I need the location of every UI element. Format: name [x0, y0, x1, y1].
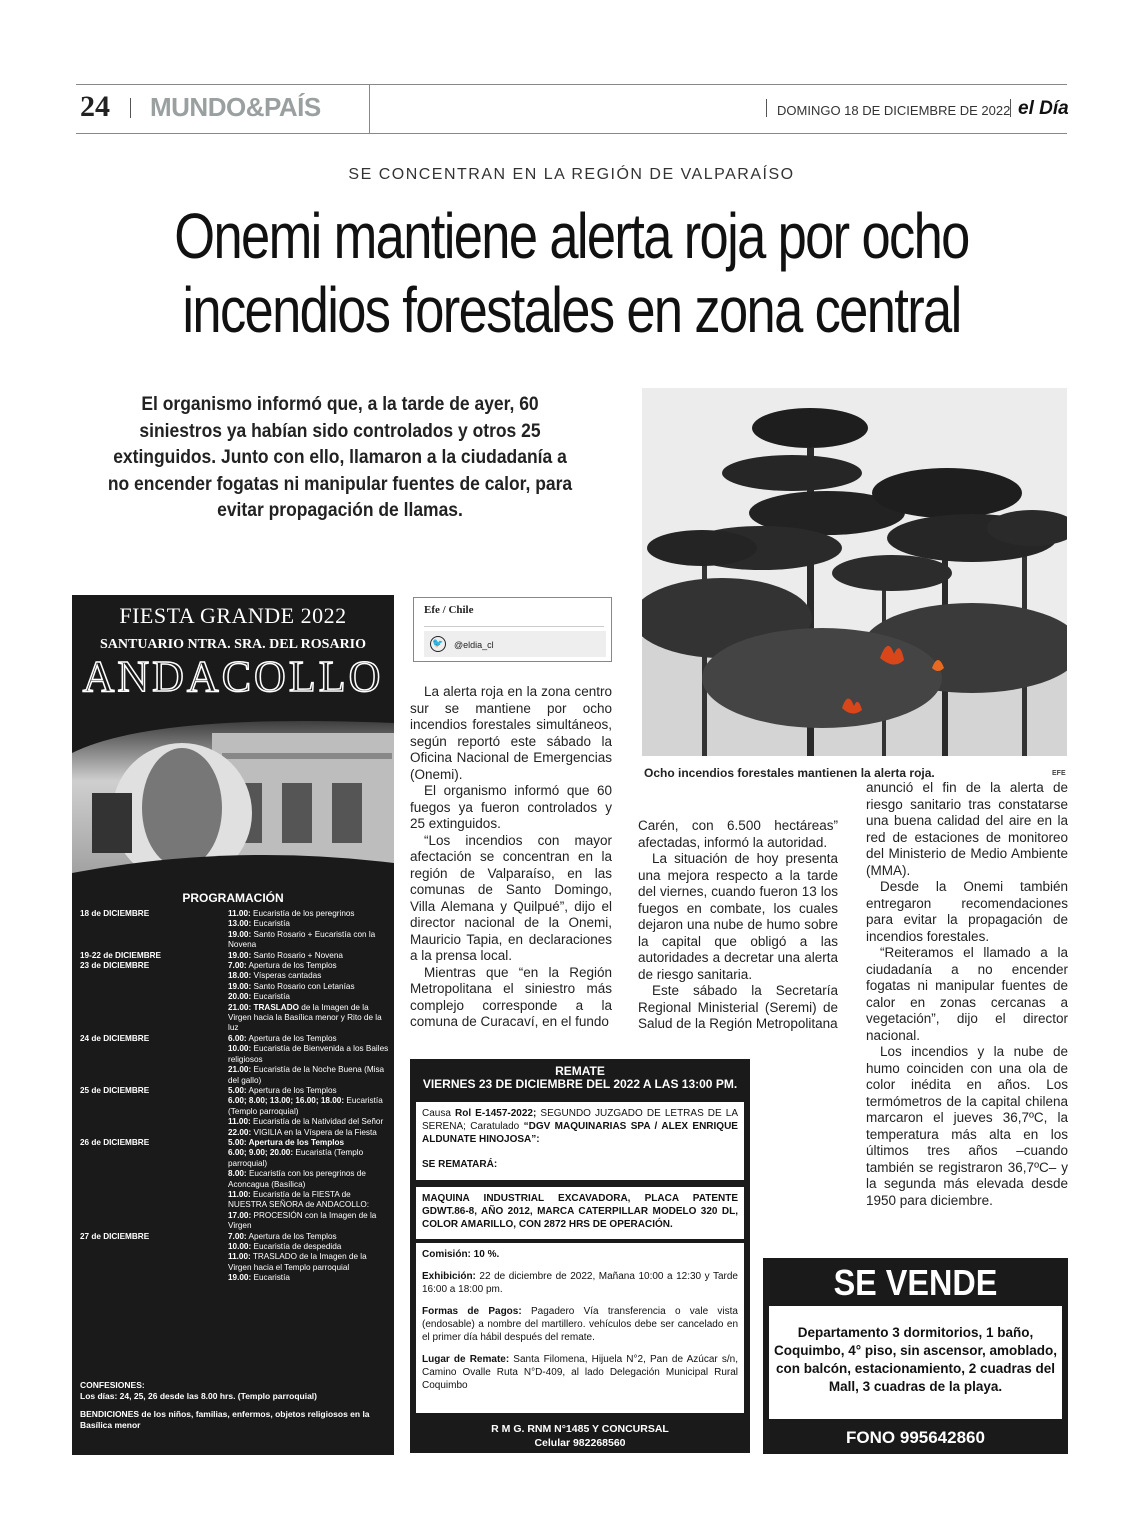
- schedule-row: [80, 1242, 390, 1252]
- schedule-date: [80, 930, 228, 951]
- schedule-time: 11.00:: [228, 1252, 251, 1262]
- paragraph: anunció el fin de la alerta de riesgo sanitario tras constatarse una buena calidad del aire en la red de estaciones de monitoreo del Ministerio de Medio Ambiente (MMA).: [866, 780, 1068, 878]
- schedule-date: [80, 919, 228, 929]
- header-separator: [1010, 99, 1011, 117]
- schedule-date: [80, 1148, 228, 1169]
- paragraph: Mientras que “en la Región Metropolitana el siniestro más complejo corresponde a la comuna de Curacaví, en el fundo: [410, 964, 612, 1029]
- program-schedule: [80, 909, 390, 1284]
- schedule-item: [228, 982, 390, 992]
- auction-details-box: [416, 1243, 744, 1413]
- auctioneer-phone: Celular 982268560: [534, 1437, 626, 1449]
- schedule-time: 10.00:: [228, 1242, 252, 1251]
- schedule-text: de la Imagen de la Virgen hacia la Basílica menor y Rito de la luz: [228, 1002, 382, 1033]
- schedule-row: [80, 1086, 390, 1096]
- schedule-time: 7.00:: [228, 1231, 247, 1241]
- schedule-date: [80, 1128, 228, 1138]
- schedule-text: Eucaristía con los peregrinos de Aconcagua (Basílica): [228, 1169, 366, 1189]
- payment-text: Pagadero Vía transferencia o vale vista (endosable) a nombre del martillero. vehículos debe ser cancelado en el primer día hábil después del remate.: [422, 1306, 738, 1343]
- auction-date: VIERNES 23 DE DICIEMBRE DEL 2022 A LAS 13:00 PM.: [422, 1077, 738, 1091]
- schedule-item: [228, 1138, 390, 1148]
- article-column-2: [638, 818, 838, 1033]
- schedule-item: [228, 1086, 390, 1096]
- schedule-time: 11.00:: [228, 1117, 251, 1127]
- schedule-item: [228, 919, 390, 929]
- schedule-item: [228, 1003, 390, 1034]
- schedule-item: [228, 1273, 390, 1283]
- byline-box: [413, 597, 612, 662]
- church-illustration: [72, 713, 394, 883]
- byline-agency: Efe / Chile: [424, 604, 474, 616]
- commission: Comisión: 10 %.: [422, 1249, 500, 1260]
- schedule-item: [228, 1096, 390, 1117]
- location-text: Santa Filomena, Hijuela N°2, Pan de Azúcar s/n, Camino Ovalle Ruta N°D-409, al lado Delegación Municipal Rural Coquimbo: [422, 1354, 738, 1391]
- schedule-item: [228, 930, 390, 951]
- article-kicker: SE CONCENTRAN EN LA REGIÓN DE VALPARAÍSO: [348, 166, 795, 183]
- schedule-date: 19-22 de DICIEMBRE: [80, 950, 161, 960]
- schedule-row: [80, 1117, 390, 1127]
- paragraph: “Los incendios con mayor afectación se concentran en la región de Valparaíso, en las comunas de Santo Domingo, Villa Alemana y Quilpué”, dijo el director nacional de la Onemi, Mauricio Tapia, en declaraciones a la prensa local.: [410, 832, 612, 963]
- schedule-text: Santo Rosario + Novena: [251, 950, 343, 960]
- header-separator: [766, 99, 767, 117]
- schedule-time: 18.00:: [228, 971, 252, 981]
- for-sale-description: Departamento 3 dormitorios, 1 baño, Coquimbo, 4° piso, sin ascensor, amoblado, con balcón, estacionamiento, 2 cuadras del Mall, 3 cuadras de la playa.: [769, 1306, 1062, 1419]
- confessions-info: [80, 1380, 390, 1401]
- confessions-title: CONFESIONES:: [80, 1380, 145, 1390]
- article-headline: Onemi mantiene alerta roja por ocho incendios forestales en zona central: [174, 200, 969, 346]
- schedule-date: [80, 1096, 228, 1117]
- payment-label: Formas de Pagos:: [422, 1306, 522, 1317]
- schedule-text: Apertura de los Templos: [246, 1085, 337, 1095]
- schedule-text: Apertura de los Templos: [246, 1033, 337, 1043]
- photo-credit: EFE: [1052, 770, 1066, 777]
- church-photo: [72, 713, 394, 883]
- for-sale-title: SE VENDE: [833, 1262, 998, 1303]
- schedule-text: Eucaristía de despedida: [251, 1242, 342, 1251]
- schedule-row: [80, 1232, 390, 1242]
- schedule-time: 21.00:: [228, 1065, 252, 1075]
- blessings-info: BENDICIONES de los niños, familias, enfermos, objetos religiosos en la Basílica menor: [80, 1409, 370, 1430]
- schedule-text: Eucaristía (Templo parroquial): [228, 1096, 383, 1116]
- schedule-time: 19.00:: [228, 1273, 252, 1283]
- andacollo-festival-ad: [72, 595, 394, 1455]
- schedule-text: Eucaristía: [251, 919, 290, 929]
- schedule-row: [80, 992, 390, 1002]
- schedule-time: 11.00:: [228, 909, 251, 918]
- schedule-date: 27 de DICIEMBRE: [80, 1231, 150, 1241]
- schedule-row: [80, 971, 390, 981]
- paragraph: “Reiteramos el llamado a la ciudadanía a no encender fogatas ni manipular fuentes de calor en zonas cercanas a vegetación”, dijo el director nacional.: [866, 945, 1068, 1043]
- twitter-icon: 🐦: [430, 636, 446, 652]
- schedule-date: 23 de DICIEMBRE: [80, 961, 150, 971]
- schedule-item: [228, 1242, 390, 1252]
- schedule-item: [228, 1211, 390, 1232]
- schedule-row: [80, 1003, 390, 1034]
- schedule-row: [80, 982, 390, 992]
- issue-date: DOMINGO 18 DE DICIEMBRE DE 2022: [777, 103, 1011, 118]
- twitter-handle: @eldia_cl: [454, 640, 494, 650]
- schedule-text: PROCESIÓN con la Imagen de la Virgen: [228, 1210, 377, 1231]
- paragraph: Este sábado la Secretaría Regional Ministerial (Seremi) de Salud de la Región Metropolitana: [638, 983, 838, 1031]
- schedule-row: [80, 1273, 390, 1283]
- paragraph: El organismo informó que 60 fuegos ya fueron controlados y 25 extinguidos.: [410, 783, 612, 831]
- schedule-row: [80, 961, 390, 971]
- schedule-text: Eucaristía de los peregrinos: [250, 909, 355, 918]
- schedule-time: 8.00:: [228, 1169, 247, 1179]
- schedule-row: [80, 1190, 390, 1211]
- schedule-date: [80, 1003, 228, 1034]
- paragraph: La alerta roja en la zona centro sur se mantiene por ocho incendios forestales simultáneos, según reportó este sábado la Oficina Nacional de Emergencias (Onemi).: [410, 684, 612, 782]
- schedule-text: VIGILIA en la Víspera de la Fiesta: [251, 1127, 377, 1137]
- ad-big-title: ANDACOLLO: [82, 652, 384, 701]
- schedule-time: 7.00:: [228, 961, 247, 971]
- case-prefix: Causa: [422, 1108, 455, 1119]
- schedule-date: [80, 1273, 228, 1283]
- schedule-time: 19.00:: [228, 981, 252, 991]
- schedule-date: [80, 1190, 228, 1211]
- schedule-time: 5.00:: [228, 1085, 247, 1095]
- header-separator: [130, 98, 131, 118]
- schedule-date: [80, 1065, 228, 1086]
- schedule-time: 21.00: TRASLADO: [228, 1002, 299, 1012]
- schedule-date: 25 de DICIEMBRE: [80, 1085, 150, 1095]
- schedule-date: 18 de DICIEMBRE: [80, 909, 150, 918]
- location-label: Lugar de Remate:: [422, 1354, 510, 1365]
- schedule-item: [228, 961, 390, 971]
- schedule-date: [80, 992, 228, 1002]
- schedule-item: [228, 1190, 390, 1211]
- schedule-text: Apertura de los Templos: [246, 1231, 337, 1241]
- for-sale-ad: [763, 1258, 1068, 1454]
- schedule-date: [80, 1169, 228, 1190]
- newspaper-brand: el Día: [1018, 98, 1069, 119]
- ad-title: FIESTA GRANDE 2022: [119, 603, 347, 628]
- case-number: Rol E-1457-2022;: [454, 1108, 537, 1119]
- schedule-item: [228, 951, 390, 961]
- schedule-item: [228, 971, 390, 981]
- schedule-time: 20.00:: [228, 992, 252, 1002]
- auction-case-box: [416, 1102, 744, 1180]
- paragraph: La situación de hoy presenta una mejora respecto a la tarde del viernes, cuando fueron 13 los fuegos en combate, los cuales dejaron una nube de humo sobre la capital que obligó a las autoridades a decretar una alerta de riesgo sanitaria.: [638, 851, 838, 982]
- page-number: 24: [80, 90, 110, 123]
- photo-caption: Ocho incendios forestales mantienen la alerta roja.: [644, 766, 935, 780]
- schedule-row: [80, 1169, 390, 1190]
- schedule-time: 6.00:: [228, 1033, 247, 1043]
- header-rule-bottom: [76, 133, 1067, 134]
- machine-description: MAQUINA INDUSTRIAL EXCAVADORA, PLACA PATENTE GDWT.86-8, AÑO 2012, MARCA CATERPILLAR MODELO 320 DL, COLOR AMARILLO, CON 2872 HRS DE OPERACIÓN.: [416, 1187, 744, 1239]
- header-rule-top: [76, 84, 1067, 85]
- schedule-date: [80, 1211, 228, 1232]
- schedule-text: Eucaristía: [251, 992, 290, 1002]
- article-column-1: [410, 684, 612, 1031]
- schedule-item: [228, 992, 390, 1002]
- auction-heading: REMATE: [555, 1064, 605, 1078]
- schedule-row: [80, 1211, 390, 1232]
- ad-subtitle: SANTUARIO NTRA. SRA. DEL ROSARIO: [99, 637, 367, 652]
- schedule-date: [80, 982, 228, 992]
- schedule-time: 13.00:: [228, 919, 252, 929]
- schedule-date: [80, 1252, 228, 1273]
- case-court: SEGUNDO JUZGADO DE LETRAS DE LA SERENA; Caratulado: [422, 1108, 738, 1132]
- social-bar: [424, 631, 606, 657]
- article-column-3: [866, 780, 1068, 1209]
- schedule-item: [228, 1232, 390, 1242]
- schedule-item: [228, 1117, 390, 1127]
- schedule-time: 19.00:: [228, 950, 252, 960]
- schedule-item: [228, 909, 390, 919]
- schedule-row: [80, 1044, 390, 1065]
- schedule-date: [80, 971, 228, 981]
- schedule-date: [80, 1044, 228, 1065]
- schedule-date: [80, 1117, 228, 1127]
- schedule-time: 17.00:: [228, 1210, 252, 1220]
- schedule-time: 10.00:: [228, 1044, 252, 1054]
- schedule-time: 5.00: Apertura de los Templos: [228, 1137, 345, 1147]
- schedule-text: Eucaristía: [251, 1273, 290, 1283]
- article-lead: El organismo informó que, a la tarde de ayer, 60 siniestros ya habían sido controlados y otros 25 extinguidos. Junto con ello, llamaron a la ciudadanía a no encender fogatas ni manipular fuentes de calor, para evitar propagación de llamas.: [107, 394, 573, 522]
- schedule-text: Santo Rosario con Letanías: [251, 981, 355, 991]
- schedule-row: [80, 1034, 390, 1044]
- schedule-text: Eucaristía de la FIESTA de NUESTRA SEÑORA de ANDACOLLO:: [228, 1189, 370, 1210]
- schedule-row: [80, 1096, 390, 1117]
- schedule-row: [80, 1128, 390, 1138]
- schedule-text: Eucaristía (Templo parroquial): [228, 1148, 364, 1168]
- schedule-item: [228, 1148, 390, 1169]
- schedule-date: [80, 1242, 228, 1252]
- schedule-time: 19.00:: [228, 929, 252, 939]
- schedule-item: [228, 1252, 390, 1273]
- auctioneer-registry: R M G. RNM N°1485 Y CONCURSAL: [491, 1423, 669, 1435]
- byline-divider: [424, 626, 604, 627]
- schedule-text: Apertura de los Templos: [246, 961, 337, 971]
- schedule-row: [80, 1148, 390, 1169]
- schedule-item: [228, 1128, 390, 1138]
- paragraph: Desde la Onemi también entregaron recomendaciones para evitar la propagación de incendios forestales.: [866, 879, 1068, 944]
- schedule-text: Santo Rosario + Eucaristía con la Novena: [228, 929, 376, 950]
- schedule-time: 22.00:: [228, 1127, 252, 1137]
- paragraph: Carén, con 6.500 hectáreas” afectadas, informó la autoridad.: [638, 818, 838, 850]
- schedule-item: [228, 1044, 390, 1065]
- schedule-date: 26 de DICIEMBRE: [80, 1137, 150, 1147]
- araucaria-trees-illustration: [642, 388, 1067, 756]
- paragraph: Los incendios y la nube de humo coinciden con una ola de color inédita en años. Los termómetros de la capital chilena marcaron el jueves 36,7ºC, la temperatura más alta en los últimos tres años –cuando también se registraron 36,7ºC– y la segunda más elevada desde 1950 para diciembre.: [866, 1044, 1068, 1208]
- schedule-item: [228, 1169, 390, 1190]
- schedule-row: [80, 919, 390, 929]
- header-divider: [369, 84, 370, 134]
- program-title: PROGRAMACIÓN: [182, 891, 284, 905]
- schedule-time: 11.00:: [228, 1189, 251, 1199]
- schedule-text: Eucaristía de la Noche Buena (Misa del gallo): [228, 1065, 385, 1085]
- schedule-row: [80, 1252, 390, 1273]
- schedule-text: Eucaristía de la Natividad del Señor: [250, 1117, 384, 1127]
- schedule-row: [80, 930, 390, 951]
- schedule-text: Eucaristía de Bienvenida a los Bailes religiosos: [228, 1044, 389, 1064]
- case-title: “DGV MAQUINARIAS SPA / ALEX ENRIQUE ALDUNATE HINOJOSA”:: [422, 1121, 738, 1145]
- schedule-item: [228, 1065, 390, 1086]
- schedule-text: Vísperas cantadas: [251, 971, 322, 981]
- auction-item-label: SE REMATARÁ:: [422, 1159, 498, 1170]
- schedule-row: [80, 1138, 390, 1148]
- schedule-item: [228, 1034, 390, 1044]
- exhibition-text: 22 de diciembre de 2022, Mañana 10:00 a 12:30 y Tarde 16:00 a 18:00 pm.: [422, 1271, 738, 1295]
- schedule-time: 6.00; 8.00; 13.00; 16.00; 18.00:: [228, 1096, 345, 1106]
- schedule-time: 6.00; 9.00; 20.00:: [228, 1148, 294, 1158]
- schedule-row: [80, 1065, 390, 1086]
- auction-ad: [410, 1059, 750, 1453]
- exhibition-label: Exhibición:: [422, 1271, 476, 1282]
- schedule-row: [80, 951, 390, 961]
- for-sale-phone: FONO 995642860: [846, 1428, 985, 1447]
- confessions-text: Los días: 24, 25, 26 desde las 8.00 hrs. (Templo parroquial): [80, 1390, 317, 1401]
- schedule-text: TRASLADO de la Imagen de la Virgen hacia el Templo parroquial: [228, 1252, 367, 1272]
- section-name: MUNDO&PAÍS: [150, 92, 321, 122]
- schedule-row: [80, 909, 390, 919]
- forest-fire-photo: [642, 388, 1067, 756]
- schedule-date: 24 de DICIEMBRE: [80, 1033, 150, 1043]
